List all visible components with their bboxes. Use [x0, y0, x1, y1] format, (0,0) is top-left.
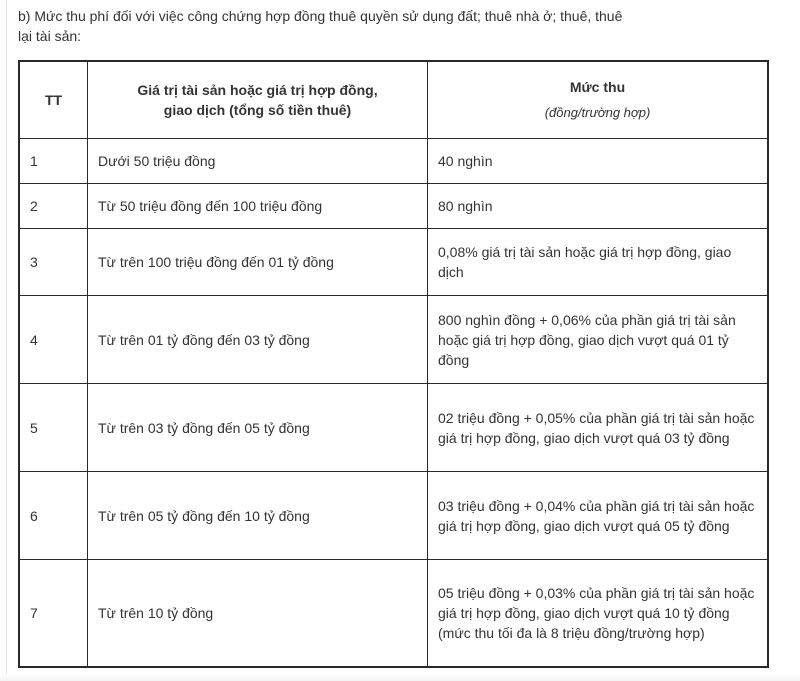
cell-value: Từ trên 01 tỷ đồng đến 03 tỷ đồng	[88, 296, 428, 384]
cell-tt: 7	[19, 560, 88, 667]
table-row	[19, 472, 768, 560]
cut-off-next-line	[0, 674, 800, 681]
cell-fee: 0,08% giá trị tài sản hoặc giá trị hợp đồng, giao dịch	[428, 229, 769, 296]
cell-fee: 03 triệu đồng + 0,04% của phần giá trị tài sản hoặc giá trị hợp đồng, giao dịch vượt quá 05 tỷ đồng	[428, 472, 769, 560]
cell-tt: 5	[19, 384, 88, 472]
cell-value: Dưới 50 triệu đồng	[88, 139, 428, 184]
table-row	[19, 296, 768, 384]
header-value-line-2: giao dịch (tổng số tiền thuê)	[163, 102, 352, 118]
header-value-line-1: Giá trị tài sản hoặc giá trị hợp đồng,	[137, 82, 378, 98]
cell-value: Từ trên 10 tỷ đồng	[88, 560, 428, 667]
cell-tt: 4	[19, 296, 88, 384]
header-value	[88, 61, 428, 139]
header-tt: TT	[19, 61, 88, 139]
cell-value: Từ trên 100 triệu đồng đến 01 tỷ đồng	[88, 229, 428, 296]
table-row	[19, 184, 768, 229]
table-row	[19, 229, 768, 296]
page-left-border	[6, 0, 7, 681]
cell-fee: 05 triệu đồng + 0,03% của phần giá trị tài sản hoặc giá trị hợp đồng, giao dịch vượt quá 10 tỷ đồng (mức thu tối đa là 8 triệu đồng/trường hợp)	[428, 560, 769, 667]
cell-value: Từ 50 triệu đồng đến 100 triệu đồng	[88, 184, 428, 229]
cell-tt: 1	[19, 139, 88, 184]
cell-tt: 2	[19, 184, 88, 229]
cell-fee: 40 nghìn	[428, 139, 769, 184]
intro-line-2: lại tài sản:	[18, 28, 82, 44]
cell-value: Từ trên 05 tỷ đồng đến 10 tỷ đồng	[88, 472, 428, 560]
cell-tt: 3	[19, 229, 88, 296]
table-header-row	[19, 61, 768, 139]
fee-table	[18, 60, 769, 668]
intro-line-1: b) Mức thu phí đối với việc công chứng hợp đồng thuê quyền sử dụng đất; thuê nhà ở; thuê, thuê	[18, 8, 623, 24]
cell-fee: 800 nghìn đồng + 0,06% của phần giá trị tài sản hoặc giá trị hợp đồng, giao dịch vượt quá 01 tỷ đồng	[428, 296, 769, 384]
header-fee-unit: (đồng/trường hợp)	[544, 105, 651, 120]
table-row	[19, 139, 768, 184]
section-intro	[18, 6, 778, 46]
header-fee	[428, 61, 769, 139]
cell-fee: 02 triệu đồng + 0,05% của phần giá trị tài sản hoặc giá trị hợp đồng, giao dịch vượt quá 03 tỷ đồng	[428, 384, 769, 472]
table-row	[19, 560, 768, 667]
header-fee-label: Mức thu	[569, 79, 626, 95]
cell-value: Từ trên 03 tỷ đồng đến 05 tỷ đồng	[88, 384, 428, 472]
cell-fee: 80 nghìn	[428, 184, 769, 229]
cell-tt: 6	[19, 472, 88, 560]
table-row	[19, 384, 768, 472]
